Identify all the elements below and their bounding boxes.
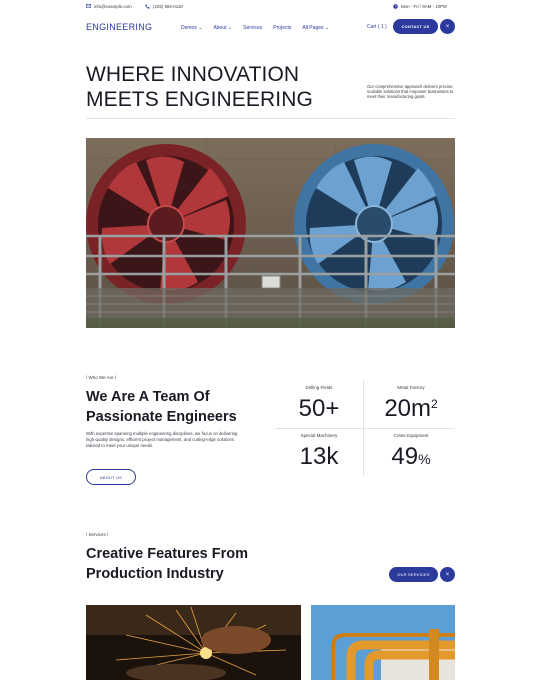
chevron-down-icon: ⌄ — [198, 25, 203, 31]
stat-crane-equipment — [367, 428, 455, 476]
section-eyebrow-services: / Services / — [86, 532, 109, 537]
stat-drilling-fields — [275, 380, 363, 428]
main-navigation — [0, 14, 540, 42]
nav-item-projects[interactable]: Projects — [273, 25, 292, 31]
clock-icon — [393, 4, 398, 9]
phone-contact[interactable] — [145, 4, 183, 9]
chevron-down-icon: ⌄ — [227, 25, 233, 31]
nav-item-services[interactable]: Services — [243, 25, 263, 31]
phone-icon — [145, 4, 150, 9]
about-title-line-1: We Are A Team Of — [86, 389, 210, 405]
stat-metal-factory — [367, 380, 455, 428]
opening-hours — [393, 4, 447, 9]
stat-label: Crane Equipment — [393, 433, 429, 438]
stats-grid — [275, 380, 455, 476]
hero-description: Our comprehensive approach delivers precise, scalable solutions that empower businesses to meet their manufacturing goals. — [367, 84, 454, 100]
email-text: info@example.com — [94, 4, 132, 9]
our-services-button[interactable]: OUR SERVICES — [389, 567, 438, 582]
about-title — [86, 387, 237, 427]
stat-label: Metal Factory — [397, 385, 425, 390]
mail-icon — [86, 4, 91, 9]
top-info-bar — [0, 0, 540, 14]
site-logo[interactable]: ENGINEERING — [86, 22, 153, 32]
services-title-line-1: Creative Features From — [86, 546, 248, 562]
hero-image-industrial-fans — [86, 138, 455, 328]
about-us-button[interactable]: ABOUT US — [86, 469, 136, 485]
stat-value: 50+ — [298, 395, 340, 422]
stat-label: Drilling Fields — [305, 385, 333, 390]
stat-special-machinery — [275, 428, 363, 476]
stat-value: 49% — [391, 443, 431, 470]
stat-value: 13k — [299, 443, 339, 470]
hero-title-line-2: MEETS ENGINEERING — [86, 88, 313, 111]
about-description: With expertise spanning multiple engineering disciplines, we focus on delivering high-quality designs, efficient project management, and cutting-edge solutions tailored to meet your unique needs. — [86, 431, 238, 448]
about-title-line-2: Passionate Engineers — [86, 409, 237, 425]
nav-item-all-pages[interactable]: All Pages ⌄ — [302, 25, 330, 31]
hours-text: Mon - Fri / 9AM - 10PM — [401, 4, 447, 9]
services-title — [86, 544, 248, 584]
stat-label: Special Machinery — [300, 433, 338, 438]
services-title-line-2: Production Industry — [86, 566, 224, 582]
section-eyebrow-about: / Who We Are / — [86, 375, 117, 380]
nav-item-demos[interactable]: Demos ⌄ — [181, 25, 203, 31]
hero-title-line-1: WHERE INNOVATION — [86, 63, 300, 86]
stat-value: $20m^2$ — [384, 395, 438, 422]
contact-us-button[interactable]: CONTACT US — [393, 19, 438, 34]
cart-link[interactable]: Cart ( 1 ) — [367, 24, 387, 30]
phone-text: (225) 555-0118 — [153, 4, 183, 9]
hero-title — [86, 62, 313, 112]
service-image-welding — [86, 605, 301, 680]
nav-item-about[interactable]: About ⌄ — [213, 25, 233, 31]
close-icon[interactable]: × — [440, 19, 455, 34]
nav-menu — [181, 25, 329, 31]
email-contact[interactable] — [86, 4, 132, 9]
service-image-pipes — [311, 605, 455, 680]
chevron-down-icon: ⌄ — [324, 25, 330, 31]
divider — [86, 118, 455, 119]
arrow-icon[interactable]: × — [440, 567, 455, 582]
